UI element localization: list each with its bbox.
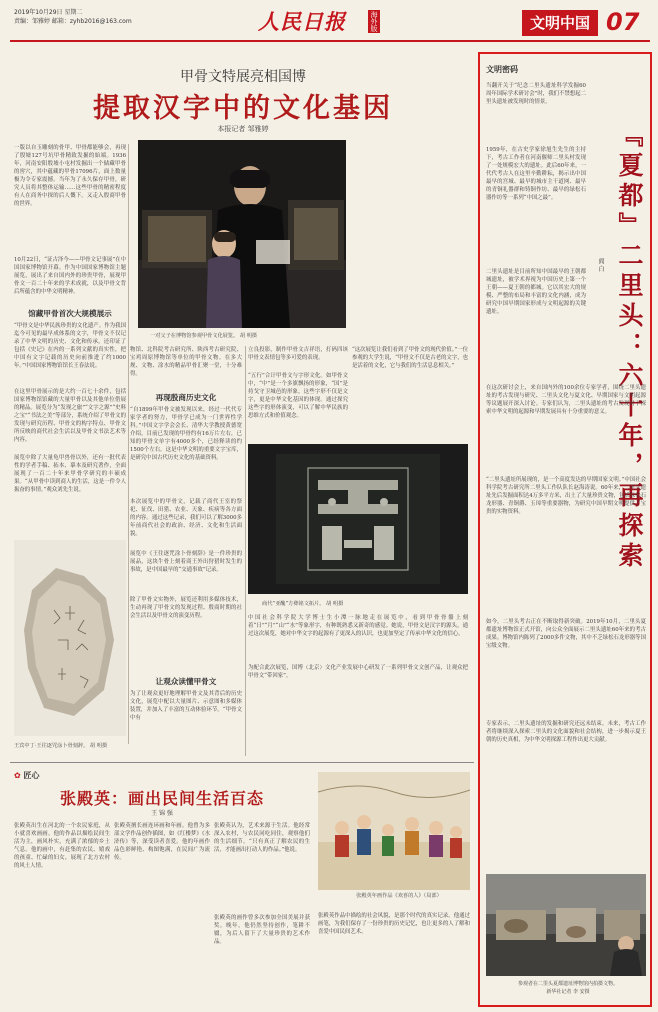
feature-section-label: 匠心 [23,771,40,780]
photo-museum-visitors [486,874,646,976]
section3-title: 让观众读懂甲骨文 [155,677,217,686]
folk-painting-illustration [318,772,470,890]
flower-icon: ✿ [14,771,21,780]
section2-para-a: “自1899年甲骨文被发现以来，经过一代代专家学者的努力，甲骨学已成为一门世界性学科。”中国文字学会会长、清华大学教授黄德宽介绍，目前已发现的甲骨约有16万片左右，已知的甲骨文单字有4000多个，已经释读的约1500个左右。这是中华文明的重要文字宝库，是研究中国古代历史文化的基础资料。 [130,407,242,461]
feature-para-5: 张殿英作品中描绘的社会风貌，是那个时代的真实记录。他通过画笔，为我们保存了一份珍贵的历史记忆，也让更多的人了解和喜爱中国民间艺术。 [318,913,470,935]
section2-para-d: 除了甲骨文实物外，展览还利用多媒体技术，生动再现了甲骨文的发现过程、殷商时期的社会生活以及甲骨文的演变历程。 [130,597,242,619]
masthead-info [14,8,132,26]
section1-title: 馆藏甲骨首次大规模展示 [28,309,112,318]
section2-para-c: 展览中《王往逐咒涂卜骨刻辞》是一件珍贵的展品，这块牛骨上刻着商王外出狩猎时发生的事故，是中国最早的“交通事故”记录。 [130,551,242,573]
section-title: 文明中国 [522,10,598,36]
col4-para-b: “五行”合计甲骨文与字形文化。如甲骨文中，“中”是一个多旗飘扬的形象，“国”是持戈守卫城邑的形象，这些字形不仅是文字，更是中华文化基因的体现。通过探究这些字的形体演变，可以了解中华民族的思维方式和价值观念。 [248,373,348,419]
bronze-rubbing-image [248,444,468,594]
right-photo-caption: 参观者在二里头夏都遗址博物馆内拍摄文物。 新华社记者 李 安摄 [517,981,618,995]
col4-para-d: 中国社会科学院大学博士生小潭一脉地走在展览中，看到甲骨骨骼上刻着“日”“月”“山”“水”等象形字，有种既熟悉又新奇的感觉。她说，甲骨文是汉字的源头，通过这次展览，她对中华文字的起源有了更深入的认识，也更加坚定了传承中华文化的信心。 [248,615,468,637]
museum-visitors-image [486,874,646,976]
main-intro: 一版以自玉雕刻的骨甲、甲骨都能够会，再现了殷墟127号坑甲骨精致发掘的始端。1936年，河南安阳殷墟小屯村发掘出一个储藏甲骨的窖穴，其中蕴藏的甲骨17096片，面上数量极为令专家震撼。当年为了永久保存甲骨，研究人员将其整体运输……这些甲骨的精密程度有人在商务中探的后人慨下。又走入殷商甲骨的世界。 [14,145,126,207]
col4-para-c: “这次展览让我们看到了甲骨文的现代价值。”一位参观的大学生说，“甲骨文不仅是古老的文字，也是活着的文化，它与我们的生活息息相关。” [352,347,468,369]
feature-para-1: 张殿英出生在河北的一个农民家庭，从小就喜欢画画。他的作品以描绘民间生活为主，画风朴实，充满了浓郁的乡土气息。他的画中，有赶集的农民、嬉戏的孩童、忙碌的妇女，展现了北方农村的风土人情。 [14,823,110,869]
oracle-bone-image [14,540,126,736]
photo-father-son-image [138,140,346,328]
section1-para-c: 展览中除了大量龟甲兽骨以外，还有一批代表性的学者手稿、拓本、摹本及研究著作，全面展现了一百二十年来甲骨学研究的丰硕成果。“从甲骨中读到商人的生活，这是一件令人振奋的事情。”观众刘先生说。 [14,455,126,493]
painting-image [318,772,470,890]
right-headline-part1: 『夏都』二里头： [615,122,644,362]
section2-title: 再现殷商历史文化 [155,393,217,402]
section1-para-a: “甲骨文是中华民族珍贵的文化遗产。作为我国迄今可见的最早成体系的文字，甲骨文不仅记录了中华文明的历史、文化和传承，还印证了包括《史记》在内的一系列文献的真实性，把中国有文字记载的历史向前推进了约1000年。”中国国家博物馆馆长王春法说。 [14,323,126,369]
newspaper-logo: 人民日报 [258,9,346,34]
feature-separator [10,762,474,763]
main-intro-2: 10月22日，“证古泽今——甲骨文记事展”在中国国家博物馆开幕。作为中国国家博物馆主题展览，展出了来自国内外的珍贵甲骨，展现甲骨文一百二十年来的学术成就，以及甲骨文背后所蕴含的中华文明精神。 [14,257,126,295]
feature-para-2: 张殿英擅长画连环画和年画。他曾为多部文学作品创作插图，如《红楼梦》《水浒传》等，深受读者喜爱。他的年画作品色彩鲜艳、构图饱满，在民间广为流传。 [114,823,210,861]
masthead-rule [10,40,650,42]
right-author: 阎 白 [597,258,604,272]
editor-line: 责编：邹雅婷 邮箱：zyhb2016@163.com [14,18,132,25]
masthead [0,0,658,50]
right-para-5: “二里头遗址所展现的，是一个高度发达的早期国家文明。”中国社会科学院考古研究所二里头工作队队长赵海涛说。60年来，二里头遗址先后发掘面积达4万多平方米，出土了大量珍贵文物，包括绿松石龙形器、青铜爵、玉璋等重要器物，为研究中国早期文明提供了宝贵的实物资料。 [486,477,646,515]
right-para-3: 二里头遗址是目前所知中国最早的王朝都城遗址，被学术界视为中国历史上第一个王朝——夏王朝的都城。它以其宏大的规模、严整的布局和丰富的文化内涵，成为研究中国早期国家形成与文明起源的关键遗址。 [486,269,586,315]
main-headline: 提取汉字中的文化基因 [93,93,393,124]
section2-para-b: 本次展览中的甲骨文，记载了商代王室的祭祀、征伐、田猎、农业、天象、疾病等各方面的内容。通过这些记录，我们可以了解3000多年前商代社会的政治、经济、文化和生活面貌。 [130,499,242,537]
right-para-2: 1959年，在古史学家徐旭生先生的主持下，考古工作者在河南偃师二里头村发现了一处规模宏大的遗址。此后60年来，一代代考古人在这里辛勤耕耘，揭示出中国最早的宫城、最早的城市主干道网、最早的青铜礼器群和铸铜作坊、最早的绿松石器作坊等一系列“中国之最”。 [486,147,586,201]
photo-bronze-rubbing [248,444,468,594]
right-para-1: 当翻开关于“纪念二里头遗址科学发掘60周年国际学术研讨会”时，我们不禁想起二里头遗址被发现时的情景。 [486,83,586,105]
right-para-6: 如今，二里头考古正在不断取得新突破。2019年10月，二里头夏都遗址博物馆正式开馆，向公众全面展示二里头遗址60年来的考古成果。博物馆内陈列了2000多件文物，其中不乏绿松石龙形器等国宝级文物。 [486,619,646,649]
right-para-4: 在这次研讨会上，来自国内外的100余位专家学者，围绕二里头遗址的考古发现与研究、二里头文化与夏文化、早期国家与文明起源等议题展开深入讨论。专家们认为，二里头遗址的考古发现对于探索中华文明的起源和早期发展具有十分重要的意义。 [486,385,646,415]
col4-para-e: 为配合此次展览，国博（北京）文化产业发展中心研发了一系列甲骨文文创产品，让观众把甲骨文“带回家”。 [248,665,468,679]
feature-section-head [14,770,40,781]
painting-caption: 张殿英年画作品《欢喜的人》（局部） [356,893,442,899]
date-line: 2019年10月29日 星期二 [14,9,83,16]
column-divider [245,346,246,756]
right-headline-part2: 六十年，再探索 [615,362,644,572]
main-byline: 本报记者 邹雅婷 [217,125,269,133]
right-section-head: 文明密码 [486,65,518,74]
photo1-caption: 一对父子在博物馆参观甲骨文化展览。 胡 明摄 [150,333,258,339]
main-kicker: 甲骨文特展亮相国博 [180,69,306,85]
section1-para-b: 在这里甲骨展示的是大约一百七十余件，包括国家博物馆馆藏的大量甲骨以及其他单位借展的精品。展览分为“发现之旅”“文字之源”“史料之宝”“书法之美”等部分，系统介绍了甲骨文的发现与研究历程、甲骨文的构字特点、甲骨文所反映的商代社会生活以及甲骨文书法艺术等内容。 [14,389,126,443]
photo-oracle-bone [14,540,126,736]
right-para-7: 专家表示，二里头遗址的发掘和研究还远未结束。未来，考古工作者将继续深入探索二里头的文化面貌和社会结构，进一步揭示夏王朝的历史真相，为中华文明探源工程作出更大贡献。 [486,721,646,743]
section3-para-a: 为了让观众更好地理解甲骨文及其背后的历史文化，展览中配以大量图片、示意图和多媒体装置，并加入了丰富的互动体验环节。“甲骨文中有 [130,691,242,721]
main-col2-a: 物馆、北科院考古研究所、陕西考古研究院、宝鸡周原博物馆等单位的甲骨文物。在多大规、文物、涂水的精品甲骨汇聚一堂，十分难得。 [130,347,242,377]
photo3-caption: 商代“亚醜”方彝铭文拓片。 胡 明摄 [262,601,344,607]
column-divider [128,144,129,744]
photo-father-son [138,140,346,328]
col4-para-a: 立良投影，制作甲骨文吉祥语，打码四该甲骨文表情包等多可爱的表现。 [248,347,348,361]
feature-para-3: 张殿英认为，艺术来源于生活。他经常深入农村，与农民同吃同住，观察他们的生活细节。“只有真正了解农民的生活，才能画出打动人的作品。”他说。 [214,823,310,853]
feature-headline: 张殿英：画出民间生活百态 [59,789,264,808]
page-number: 07 [606,8,640,36]
feature-author: 王 锦 强 [151,810,173,817]
edition-tag: 海外版 [370,11,378,32]
feature-para-4: 张殿英的画作曾多次参加全国美展并获奖。晚年，他仍然坚持创作，笔耕不辍，为后人留下了大量珍贵的艺术作品。 [214,915,310,945]
photo2-caption: 王宾中丁·王往逐咒涂卜骨刻辞。 胡 明摄 [14,743,108,749]
